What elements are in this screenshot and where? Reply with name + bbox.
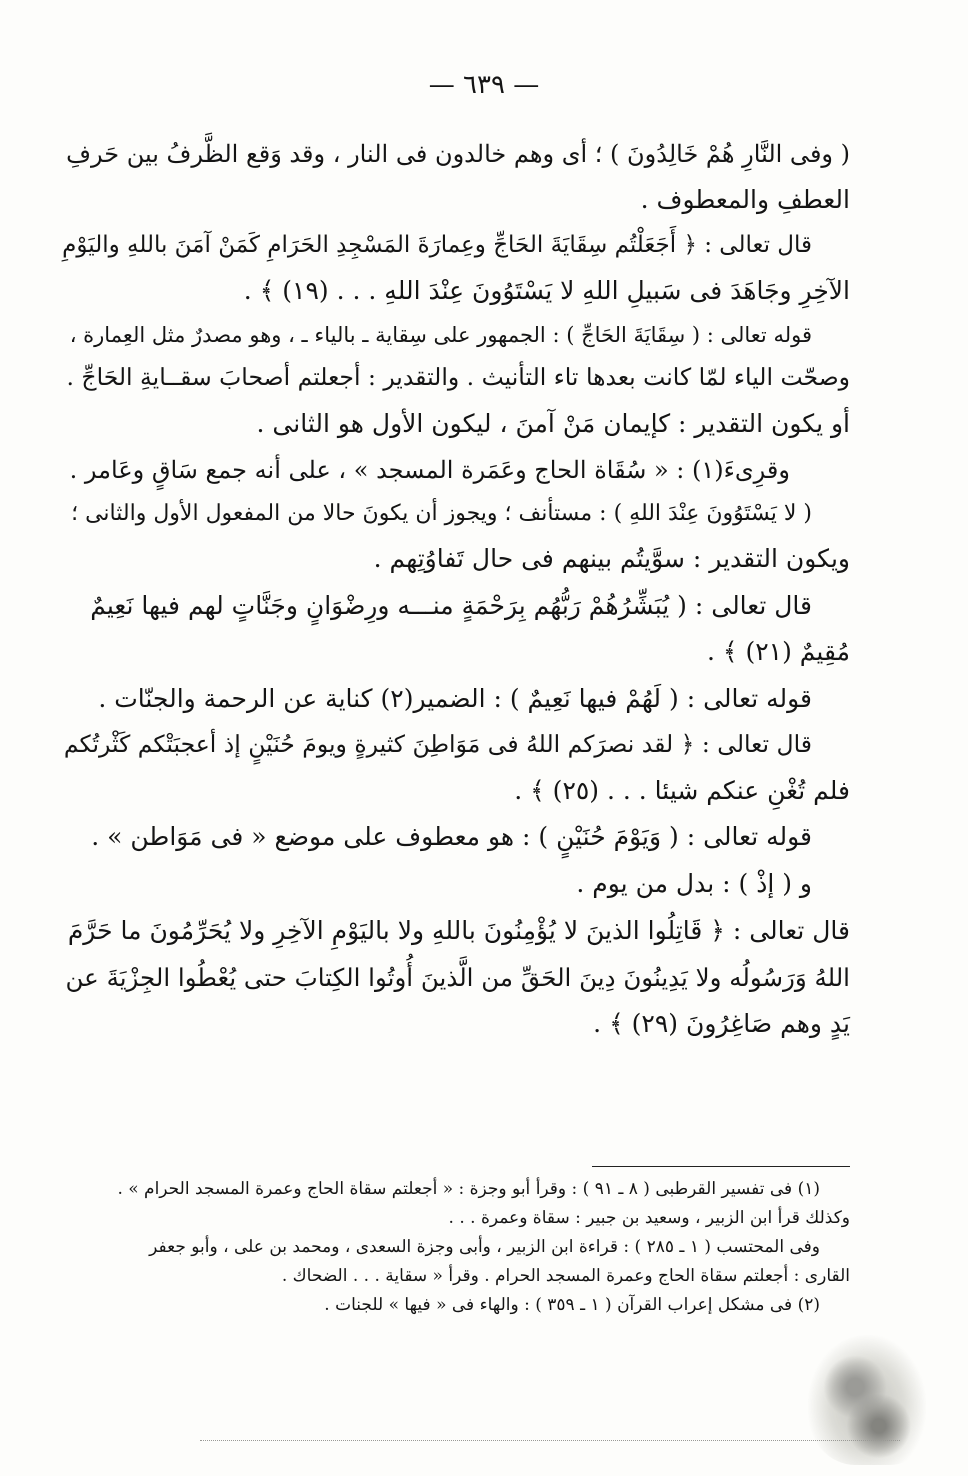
text-line: قال تعالى : ﴿ قَاتِلُوا الذينَ لا يُؤْمِنُونَ باللهِ ولا باليَوْمِ الآخِرِ ولا يُحَرِّمُونَ ما حَرَّمَ [67,915,850,945]
text-line: قال تعالى : ﴿ لقد نصرَكم اللهُ فى مَوَاطِنَ كثيرةٍ ويومَ حُنَيْنٍ إذ أعجبَتْكم كَثْرتُكم [63,729,812,758]
text-line: وصحّت الياء لمّا كانت بعدها تاء التأنيث . والتقدير : أجعلتم أصحابَ سقــايةِ الحَاجِّ . [66,363,850,392]
text-line: قوله تعالى : ( سِقَايَةَ الحَاجِّ ) : الجمهور على سِقاية ـ بالياء ـ ، وهو مصدرٌ مثل العِمارة ، [69,322,812,347]
text-line: ويكون التقدير : سوَّيتُم بينهم فى حال تَفاوُتِهم . [373,543,850,573]
text-line: أو يكون التقدير : كإيمان مَنْ آمنَ ، ليكون الأول هو الثانى . [256,409,850,438]
scan-edge-line [200,1440,900,1441]
footnotes [45,1178,850,1323]
main-text [60,138,850,1053]
scan-smudge [808,1335,926,1465]
footnote-line: وكذلك قرأ ابن الزبير ، وسعيد بن جبير : سقاة وعمرة . . . [448,1208,850,1229]
footnote-line: (٢) فى مشكل إعراب القرآن ( ١ ـ ٣٥٩ ) : والهاء فى « فيها » للجنات . [324,1295,820,1316]
text-line: و ( إذْ ) : بدل من يوم . [576,869,812,899]
text-line: قوله تعالى : ( وَيَوْمَ حُنَيْنٍ ) : هو معطوف على موضع « فى مَوَاطن » . [91,822,812,852]
text-line: وقرِىءَ(١) : « سُقَاة الحاج وعَمَرة المسجد » ، على أنه جمع سَاقٍ وعَامر . [69,455,790,484]
page-number: — ٦٣٩ — [428,70,540,100]
text-line: يَدٍ وهم صَاغِرُونَ (٢٩) ﴾ . [593,1008,850,1038]
text-line: اللهُ وَرَسُولُه ولا يَدِينُونَ دِينَ الحَقِّ من الَّذينَ أُوتُوا الكِتابَ حتى يُعْطُوا الجِزْيَةَ عن [65,962,850,992]
text-line: فلم تُغْنِ عنكم شيئا . . . (٢٥) ﴾ . [514,775,850,805]
footnote-line: (١) فى تفسير القرطبى ( ٨ ـ ٩١ ) : وقرأ أبو وجزة : « أجعلتم سقاة الحاج وعمرة المسجد الحرام » . [117,1179,820,1199]
footnote-line: القارى : أجعلتم سقاة الحاج وعمرة المسجد الحرام . وقرأ « سقاية . . . الضحاك . [281,1266,850,1287]
text-line: العطفِ والمعطوف . [640,185,850,215]
text-line: الآخِرِ وجَاهَدَ فى سَبيلِ اللهِ لا يَسْتَوُونَ عِنْدَ اللهِ . . . (١٩) ﴾ . [243,276,850,306]
text-line: مُقِيمٌ (٢١) ﴾ . [706,637,850,667]
text-line: قوله تعالى : ( لَهُمْ فيها نَعِيمٌ ) : الضمير(٢) كناية عن الرحمة والجنّات . [98,684,812,714]
footnote-line: وفى المحتسب ( ١ ـ ٢٨٥ ) : قراءة ابن الزبير ، وأبى وجزة السعدى ، ومحمد بن على ، وأبو جعفر [149,1237,820,1258]
text-line: ( لا يَسْتَوُونَ عِنْدَ اللهِ ) : مستأنف ؛ ويجوز أن يكونَ حالا من المفعول الأول والثانى ؛ [71,501,812,527]
text-line: قال تعالى : ( يُبَشِّرُهُمْ رَبُّهُم بِرَحْمَةٍ منـــه ورِضْوَانٍ وجَنَّاتٍ لهم فيها نَعِيمٌ [90,590,812,620]
text-line: قال تعالى : ﴿ أَجَعَلْتُم سِقَايَةَ الحَاجِّ وعِمارَةَ المَسْجِدِ الحَرَامِ كَمَنْ آمَنَ باللهِ واليَوْمِ [62,232,812,259]
text-line: ( وفى النَّارِ هُمْ خَالِدُونَ ) ؛ أى وهم خالدون فى النار ، وقد وَقع الظَّرفُ بين حَرفِ [66,140,850,168]
footnote-divider [592,1166,850,1167]
